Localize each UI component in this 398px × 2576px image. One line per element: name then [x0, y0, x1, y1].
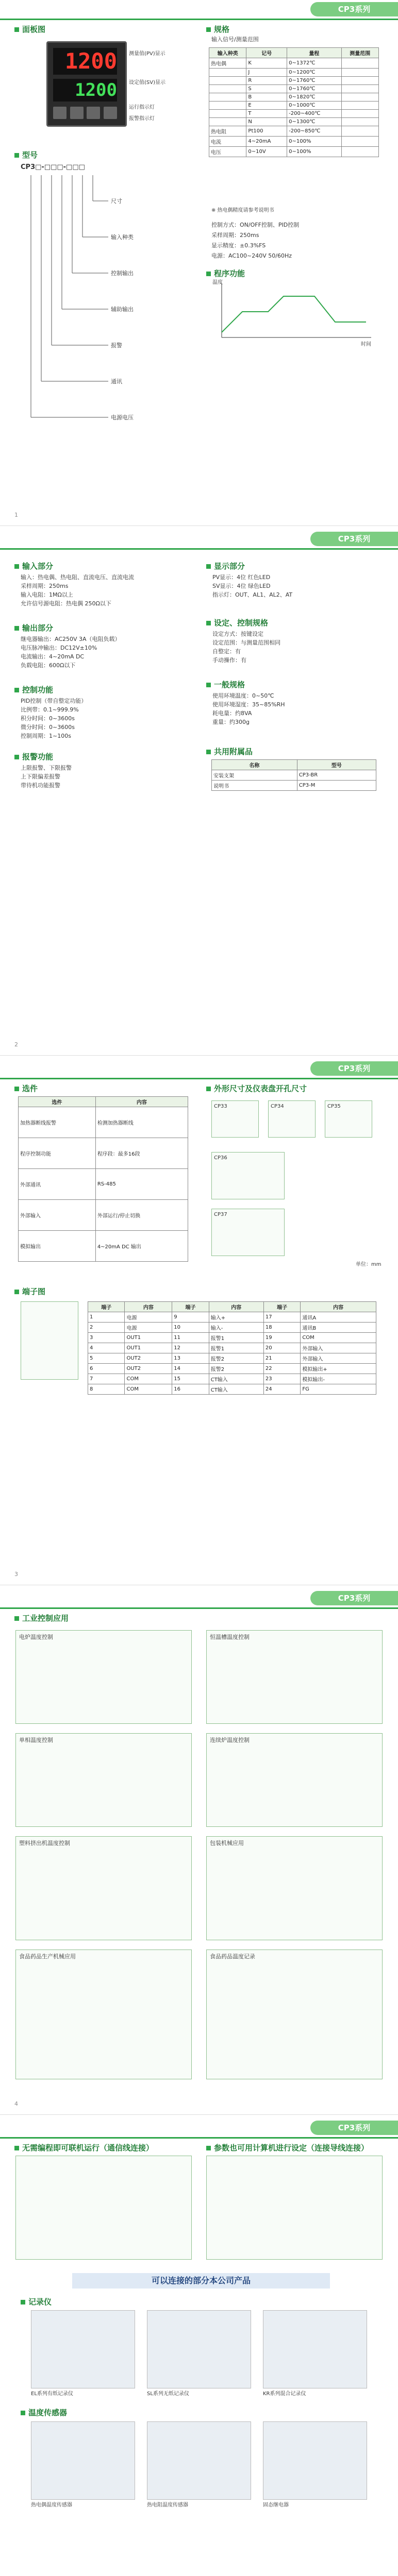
section-text: PV显示：4位 红色LED SV显示：4位 绿色LED 指示灯：OUT、AL1、AL2、AT	[212, 574, 293, 598]
dims-unit: 单位：mm	[356, 1262, 382, 1267]
range-cell: 热电偶	[209, 58, 246, 69]
product-photo	[263, 2421, 367, 2500]
terminal-cell: 9	[172, 1312, 209, 1323]
options-cell: 程序控制功能	[19, 1138, 96, 1169]
spec-line: 显示精度：±0.3%FS	[211, 242, 266, 249]
section-title: 输入部分	[14, 561, 53, 571]
common-title: 共用附属品	[206, 746, 253, 757]
terminal-cell: 18	[263, 1323, 300, 1333]
panel-title: 面板图	[14, 24, 45, 35]
range-cell: 0~1000℃	[287, 101, 341, 110]
terminal-cell: 19	[263, 1333, 300, 1343]
product-caption: 固态继电器	[263, 2502, 289, 2508]
series-tab: CP3系列	[310, 2121, 398, 2135]
options-cell: 检测加热器断线	[95, 1107, 188, 1138]
options-cell: 外部通讯	[19, 1169, 96, 1200]
products-banner: 可以连接的部分本公司产品	[72, 2273, 330, 2289]
range-header: 量程	[287, 48, 341, 58]
dim-drawing	[325, 1100, 372, 1138]
model-title: 型号	[14, 149, 38, 160]
page-1	[0, 0, 398, 526]
spec-line: 电源：AC100~240V 50/60Hz	[211, 252, 292, 259]
terminal-cell: 1	[88, 1312, 125, 1323]
terminal-cell: 24	[263, 1384, 300, 1395]
range-cell	[209, 101, 246, 110]
x-label: 时间	[361, 342, 371, 347]
spec-line: 采样周期：250ms	[211, 232, 259, 239]
options-title: 选件	[14, 1083, 38, 1094]
sv-display: 1200	[53, 79, 117, 101]
terminal-cell: 外部输入	[301, 1353, 376, 1364]
range-cell: R	[246, 77, 287, 85]
terminal-cell: 15	[172, 1374, 209, 1384]
spec-title: 规格	[206, 24, 229, 35]
options-cell: 模拟输出	[19, 1231, 96, 1262]
terminal-cell: 输入-	[209, 1323, 263, 1333]
terminal-diagram	[21, 1301, 78, 1380]
series-tab: CP3系列	[310, 2, 398, 16]
product-caption: KR系列混合记录仪	[263, 2391, 306, 2397]
app-label: 连续炉温度控制	[210, 1737, 250, 1743]
terminal-cell: 2	[88, 1323, 125, 1333]
model-item: 尺寸	[111, 198, 122, 205]
terminal-cell: OUT1	[125, 1343, 172, 1353]
range-header: 记号	[246, 48, 287, 58]
dim-drawing	[211, 1100, 259, 1138]
terminal-cell: 21	[263, 1353, 300, 1364]
options-header: 内容	[95, 1097, 188, 1107]
terminal-cell: 外部输入	[301, 1343, 376, 1353]
callout-2: 设定值(SV)显示	[129, 80, 165, 86]
range-cell	[209, 93, 246, 101]
range-cell	[209, 85, 246, 93]
product-photo	[147, 2421, 251, 2500]
terminal-cell: 模拟输出+	[301, 1364, 376, 1374]
app-label: 电炉温度控制	[19, 1634, 53, 1640]
common-cell: CP3-BR	[297, 770, 376, 781]
model-tree	[21, 175, 175, 433]
callout-1: 测量值(PV)显示	[129, 51, 165, 57]
product-photo	[147, 2310, 251, 2388]
terminal-cell: OUT2	[125, 1353, 172, 1364]
terminal-cell: 电源	[125, 1323, 172, 1333]
page-5	[0, 2119, 398, 2576]
range-cell: 0~100%	[287, 137, 341, 147]
header-band	[0, 0, 398, 20]
program-curve	[222, 296, 366, 332]
range-header: 测量范围	[341, 48, 378, 58]
apps-title: 工业控制应用	[14, 1613, 69, 1623]
dim-label: CP35	[327, 1104, 341, 1109]
header-band	[0, 1059, 398, 1079]
terminal-cell: 7	[88, 1374, 125, 1384]
key	[87, 107, 100, 119]
terminal-cell: 20	[263, 1343, 300, 1353]
app-panel	[15, 1630, 192, 1724]
options-cell: 外部运行/停止切换	[95, 1200, 188, 1231]
terminal-cell: 报警2	[209, 1353, 263, 1364]
range-cell: 电流	[209, 137, 246, 147]
right-title: 参数也可用计算机进行设定（连接导线连接）	[206, 2142, 369, 2153]
spec-subtitle: 输入信号/测量范围	[211, 36, 259, 43]
network-diagram-right	[206, 2156, 383, 2260]
range-cell: S	[246, 85, 287, 93]
terminal-cell: 通讯A	[301, 1312, 376, 1323]
section-title: 输出部分	[14, 622, 53, 633]
common-header: 名称	[212, 760, 297, 770]
section-title: 一般规格	[206, 679, 245, 690]
group-title: 温度传感器	[21, 2407, 67, 2418]
range-cell	[341, 58, 378, 69]
key	[53, 107, 67, 119]
page-4	[0, 1589, 398, 2115]
page-number: 1	[14, 512, 18, 518]
header-band	[0, 530, 398, 550]
key	[70, 107, 84, 119]
terminal-title: 端子图	[14, 1286, 45, 1297]
model-item: 电源电压	[111, 414, 134, 421]
terminal-cell: 通讯B	[301, 1323, 376, 1333]
range-cell: 0~1760℃	[287, 85, 341, 93]
terminal-header: 内容	[209, 1302, 263, 1312]
terminal-cell: 16	[172, 1384, 209, 1395]
range-cell: J	[246, 69, 287, 77]
series-tab: CP3系列	[310, 1061, 398, 1076]
group-title: 记录仪	[21, 2296, 52, 2307]
product-photo	[31, 2310, 135, 2388]
controller-image	[46, 41, 127, 127]
range-cell	[209, 77, 246, 85]
range-table	[209, 47, 379, 157]
app-panel	[15, 1733, 192, 1827]
options-cell: 4~20mA DC 输出	[95, 1231, 188, 1262]
dim-label: CP37	[214, 1212, 227, 1217]
range-cell: 0~1820℃	[287, 93, 341, 101]
terminal-cell: 报警1	[209, 1343, 263, 1353]
dim-label: CP33	[214, 1104, 227, 1109]
range-cell: -200~400℃	[287, 110, 341, 118]
model-item: 辅助输出	[111, 306, 134, 313]
terminal-cell: CT输入	[209, 1384, 263, 1395]
app-panel	[15, 1836, 192, 1940]
range-cell: 0~1760℃	[287, 77, 341, 85]
terminal-header: 内容	[301, 1302, 376, 1312]
range-cell	[341, 118, 378, 126]
terminal-cell: 22	[263, 1364, 300, 1374]
section-title: 显示部分	[206, 561, 245, 571]
app-label: 塑料挤出机温度控制	[19, 1840, 70, 1846]
terminal-cell: 报警2	[209, 1364, 263, 1374]
section-text: 使用环境温度：0~50℃ 使用环境湿度：35~85%RH 耗电量：约8VA 重量：约300g	[212, 692, 285, 725]
range-cell: B	[246, 93, 287, 101]
range-cell: 0~1372℃	[287, 58, 341, 69]
terminal-header: 端子	[172, 1302, 209, 1312]
model-code: CP3□-□□□-□□□	[21, 163, 85, 171]
terminal-cell: FG	[301, 1384, 376, 1395]
terminal-cell: COM	[125, 1374, 172, 1384]
terminal-cell: 8	[88, 1384, 125, 1395]
app-label: 食品药品生产机械应用	[19, 1953, 76, 1960]
model-item: 输入种类	[111, 234, 134, 241]
chart-title: 程序功能	[206, 268, 245, 279]
app-panel	[206, 1836, 383, 1940]
range-cell	[341, 85, 378, 93]
series-tab: CP3系列	[310, 1591, 398, 1605]
range-cell: E	[246, 101, 287, 110]
callout-3: 运行指示灯	[129, 105, 155, 110]
options-table	[18, 1096, 188, 1262]
spec-line: 控制方式：ON/OFF控制、PID控制	[211, 222, 300, 228]
section-text: 输入：热电偶、热电阻、直流电压、直流电流 采样周期：250ms 输入电阻：1MΩ以上 允许信号源电阻：热电偶 250Ω以下	[21, 574, 134, 607]
page-number: 3	[14, 1571, 18, 1578]
product-caption: 热电偶温度传感器	[31, 2502, 72, 2508]
y-label: 温度	[212, 280, 223, 285]
network-diagram-left	[15, 2156, 192, 2260]
terminal-cell: 输入+	[209, 1312, 263, 1323]
model-item: 报警	[111, 342, 122, 349]
spec-footnote: ※ 热电偶精度请参考说明书	[211, 208, 274, 213]
section-text: 上限报警、下限报警 上下限偏差报警 带待机功能报警	[21, 765, 72, 789]
terminal-cell: 11	[172, 1333, 209, 1343]
terminal-header: 内容	[125, 1302, 172, 1312]
app-label: 单相温度控制	[19, 1737, 53, 1743]
product-photo	[31, 2421, 135, 2500]
range-cell	[341, 110, 378, 118]
app-label: 食品药品温度记录	[210, 1953, 255, 1960]
app-panel	[206, 1950, 383, 2079]
dim-drawing	[211, 1152, 285, 1199]
terminal-cell: 模拟输出-	[301, 1374, 376, 1384]
app-label: 恒温槽温度控制	[210, 1634, 250, 1640]
left-title: 无需编程即可联机运行（通信线连接）	[14, 2142, 154, 2153]
range-cell: Pt100	[246, 126, 287, 137]
options-cell: 程序段：最多16段	[95, 1138, 188, 1169]
options-cell: 加热器断线报警	[19, 1107, 96, 1138]
dim-drawing	[211, 1209, 285, 1256]
terminal-cell: COM	[125, 1384, 172, 1395]
range-cell	[209, 110, 246, 118]
range-cell: 0~1300℃	[287, 118, 341, 126]
terminal-cell: 报警1	[209, 1333, 263, 1343]
common-cell: 安装支架	[212, 770, 297, 781]
terminal-cell: 13	[172, 1353, 209, 1364]
key	[104, 107, 117, 119]
common-header: 型号	[297, 760, 376, 770]
range-cell: -200~850℃	[287, 126, 341, 137]
app-panel	[206, 1630, 383, 1724]
range-cell: K	[246, 58, 287, 69]
product-caption: EL系列有纸记录仪	[31, 2391, 73, 2397]
terminal-cell: 14	[172, 1364, 209, 1374]
range-cell: 0~1200℃	[287, 69, 341, 77]
product-caption: SL系列无纸记录仪	[147, 2391, 189, 2397]
terminal-header: 端子	[88, 1302, 125, 1312]
series-tab: CP3系列	[310, 532, 398, 546]
section-text: 继电器输出：AC250V 3A（电阻负载） 电压脉冲输出：DC12V±10% 电流输出：4~20mA DC 负载电阻：600Ω以下	[21, 636, 121, 669]
dim-drawing	[268, 1100, 316, 1138]
product-photo	[263, 2310, 367, 2388]
common-cell: CP3-M	[297, 781, 376, 791]
terminal-cell: 12	[172, 1343, 209, 1353]
terminal-cell: 10	[172, 1323, 209, 1333]
range-header: 输入种类	[209, 48, 246, 58]
range-cell	[341, 77, 378, 85]
model-item: 控制输出	[111, 270, 134, 277]
terminal-cell: OUT2	[125, 1364, 172, 1374]
range-cell: N	[246, 118, 287, 126]
callout-4: 报警指示灯	[129, 116, 155, 122]
range-cell: 热电阻	[209, 126, 246, 137]
section-title: 设定、控制规格	[206, 617, 268, 628]
range-cell	[341, 137, 378, 147]
program-chart	[211, 281, 376, 348]
common-table	[211, 759, 376, 791]
terminal-cell: 6	[88, 1364, 125, 1374]
app-label: 包装机械应用	[210, 1840, 244, 1846]
range-cell: 0~100%	[287, 147, 341, 157]
terminal-cell: CT输入	[209, 1374, 263, 1384]
panel-keys	[53, 107, 117, 119]
terminal-cell: 4	[88, 1343, 125, 1353]
options-cell: 外部输入	[19, 1200, 96, 1231]
range-cell	[209, 69, 246, 77]
terminal-cell: 17	[263, 1312, 300, 1323]
range-cell: T	[246, 110, 287, 118]
range-cell	[341, 69, 378, 77]
terminal-header: 端子	[263, 1302, 300, 1312]
dim-label: CP34	[271, 1104, 284, 1109]
dims-title: 外形尺寸及仪表盘开孔尺寸	[206, 1083, 307, 1094]
app-panel	[15, 1950, 192, 2079]
options-cell: RS-485	[95, 1169, 188, 1200]
range-cell	[341, 126, 378, 137]
section-title: 控制功能	[14, 684, 53, 695]
range-cell: 4~20mA	[246, 137, 287, 147]
terminal-cell: 电源	[125, 1312, 172, 1323]
options-header: 选件	[19, 1097, 96, 1107]
pv-display: 1200	[53, 48, 117, 75]
range-cell	[209, 118, 246, 126]
terminal-cell: COM	[301, 1333, 376, 1343]
terminal-cell: 5	[88, 1353, 125, 1364]
range-cell: 0~10V	[246, 147, 287, 157]
section-text: PID控制（带自整定功能） 比例带：0.1~999.9% 积分时间：0~3600s 微分时间：0~3600s 控制周期：1~100s	[21, 698, 87, 739]
model-item: 通讯	[111, 378, 122, 385]
common-cell: 说明书	[212, 781, 297, 791]
page-number: 4	[14, 2100, 18, 2107]
page-3	[0, 1059, 398, 1585]
page-number: 2	[14, 1041, 18, 1048]
section-text: 设定方式：按键设定 设定范围：与测量范围相同 自整定：有 手动操作：有	[212, 631, 280, 664]
app-panel	[206, 1733, 383, 1827]
range-cell: 电压	[209, 147, 246, 157]
range-cell	[341, 93, 378, 101]
terminal-cell: 3	[88, 1333, 125, 1343]
range-cell	[341, 101, 378, 110]
product-caption: 热电阻温度传感器	[147, 2502, 188, 2508]
dim-label: CP36	[214, 1155, 227, 1161]
header-band	[0, 1589, 398, 1609]
terminal-table	[88, 1301, 376, 1395]
section-title: 报警功能	[14, 751, 53, 762]
terminal-cell: 23	[263, 1374, 300, 1384]
page-2	[0, 530, 398, 1056]
terminal-cell: OUT1	[125, 1333, 172, 1343]
header-band	[0, 2119, 398, 2139]
range-cell	[341, 147, 378, 157]
